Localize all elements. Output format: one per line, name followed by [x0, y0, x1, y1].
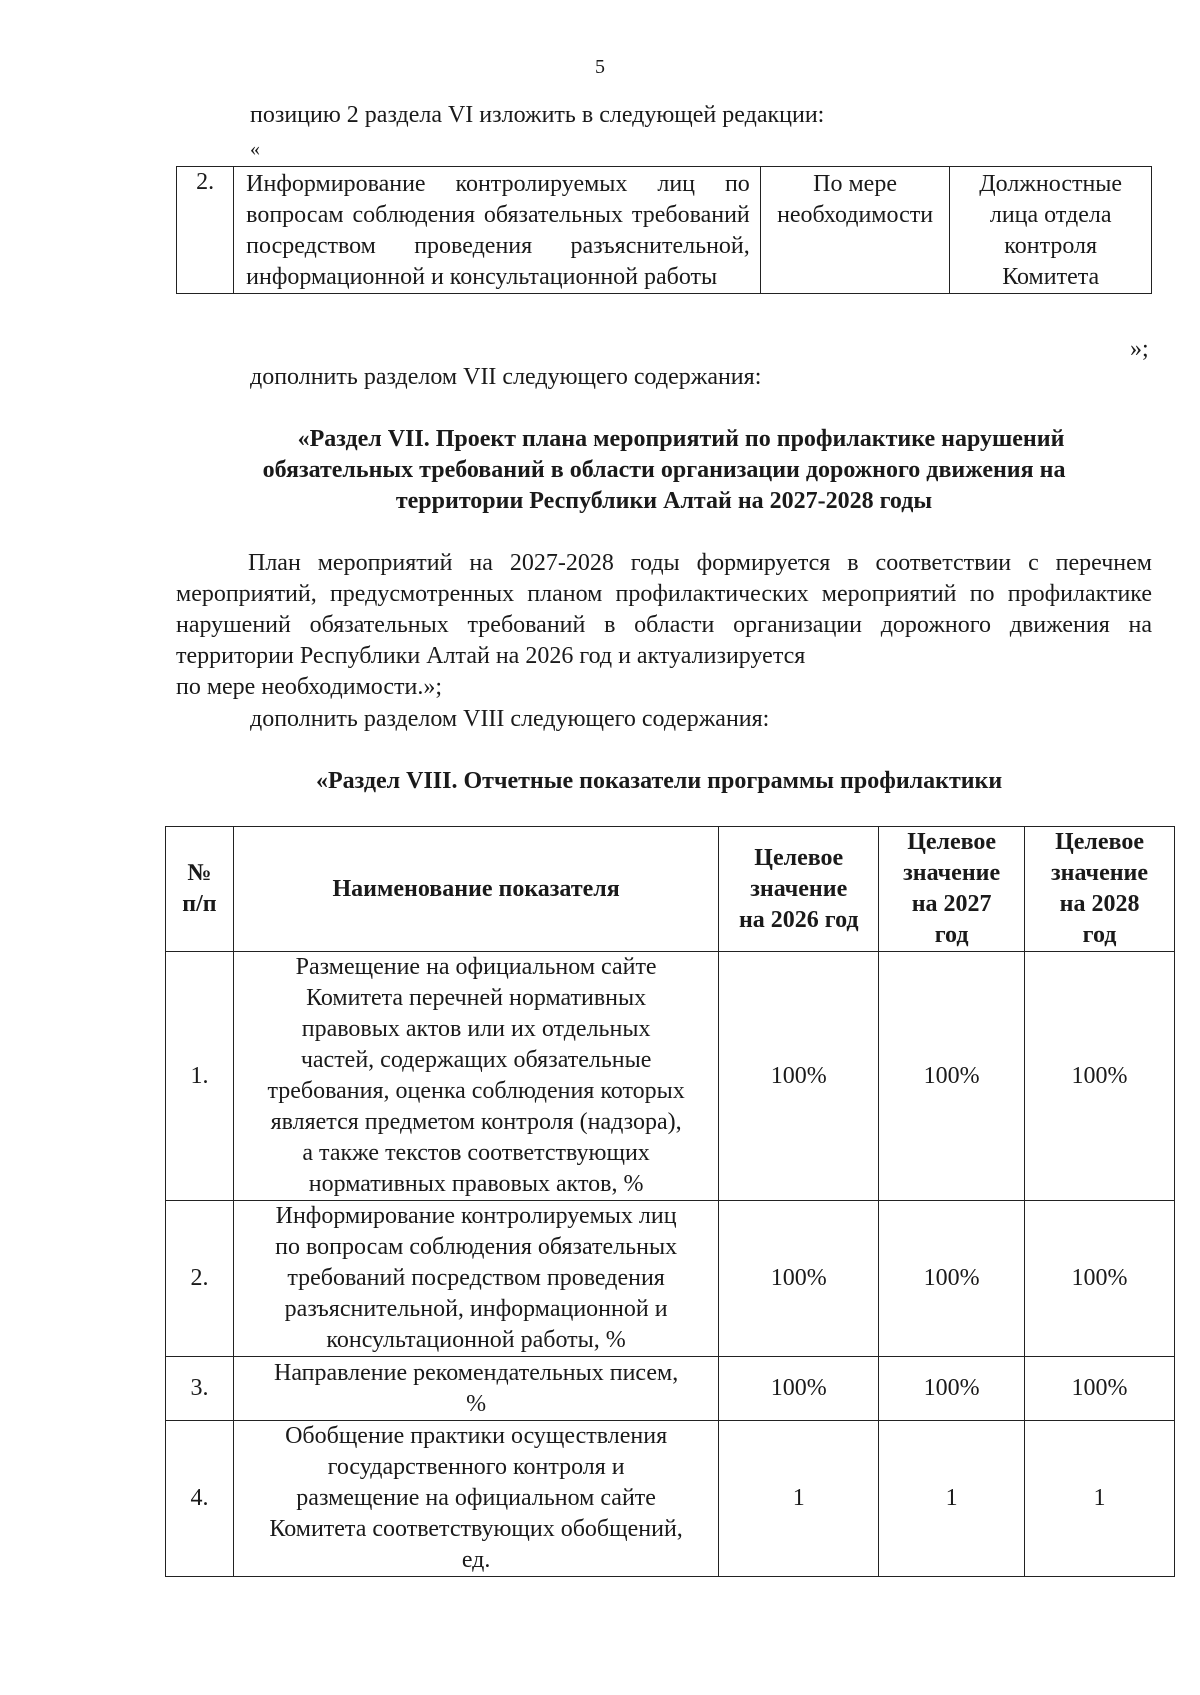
- indicator-line: Размещение на официальном сайте: [295, 954, 657, 980]
- indicator-line: ед.: [461, 1547, 491, 1573]
- header-2026: [719, 827, 879, 952]
- table-row: [166, 1201, 1175, 1357]
- row-text: Информирование контролируемых лиц по вопросам соблюдения обязательных требований посредством проведения разъяснительной, информационной и консультационной работы: [234, 167, 761, 294]
- row-number: 4.: [166, 1421, 234, 1577]
- add-section-viii: дополнить разделом VIII следующего содержания:: [250, 706, 770, 732]
- header-line: значение: [750, 875, 848, 902]
- table-header-row: [166, 827, 1175, 952]
- title-line: обязательных требований в области организации дорожного движения на: [262, 457, 1066, 483]
- indicator-line: требований посредством проведения: [287, 1265, 665, 1291]
- value-2026: 100%: [719, 952, 879, 1201]
- row-indicator-name: [233, 1201, 718, 1357]
- value-2028: 100%: [1025, 1357, 1175, 1421]
- open-quote: «: [250, 138, 260, 160]
- header-line: значение: [903, 860, 1001, 886]
- responsible-line: лица отдела: [989, 202, 1112, 228]
- row-number: 3.: [166, 1357, 234, 1421]
- indicator-line: по вопросам соблюдения обязательных: [275, 1234, 678, 1260]
- table-row: [177, 167, 1152, 294]
- header-line: №: [187, 860, 212, 886]
- intro-line: позицию 2 раздела VI изложить в следующей редакции:: [250, 102, 825, 128]
- row-number: 2.: [177, 167, 234, 294]
- row-number: 1.: [166, 952, 234, 1201]
- page-number: 5: [595, 56, 605, 78]
- section-vii-paragraph-end: по мере необходимости.»;: [176, 674, 443, 700]
- header-line: на 2028: [1059, 891, 1140, 917]
- row-number: 2.: [166, 1201, 234, 1357]
- value-2027: 1: [879, 1421, 1025, 1577]
- value-2027: 100%: [879, 952, 1025, 1201]
- indicators-body: [166, 952, 1175, 1577]
- value-2028: 1: [1025, 1421, 1175, 1577]
- header-line: значение: [1051, 860, 1149, 886]
- indicator-line: Обобщение практики осуществления: [285, 1423, 668, 1449]
- header-line: год: [934, 922, 969, 948]
- table-row: [166, 1357, 1175, 1421]
- amendment-table: [176, 166, 1152, 294]
- row-indicator-name: [233, 1357, 718, 1421]
- header-line: на 2026 год: [738, 906, 859, 933]
- row-period: [760, 167, 950, 294]
- indicator-line: государственного контроля и: [327, 1454, 625, 1480]
- header-2028: [1025, 827, 1175, 952]
- value-2027: 100%: [879, 1201, 1025, 1357]
- responsible-line: Должностные: [979, 171, 1123, 197]
- header-line: Целевое: [907, 829, 997, 855]
- header-2027: [879, 827, 1025, 952]
- value-2026: 100%: [719, 1357, 879, 1421]
- value-2028: 100%: [1025, 1201, 1175, 1357]
- header-line: Целевое: [1055, 829, 1144, 855]
- value-2026: 100%: [719, 1201, 879, 1357]
- header-line: год: [1082, 922, 1117, 948]
- indicator-line: %: [466, 1390, 487, 1417]
- close-quote: »;: [1130, 336, 1149, 362]
- value-2027: 100%: [879, 1357, 1025, 1421]
- responsible-line: контроля: [1004, 233, 1098, 259]
- header-line: на 2027: [911, 891, 992, 917]
- indicator-line: является предметом контроля (надзора),: [270, 1109, 682, 1135]
- indicators-table: [165, 826, 1175, 1577]
- section-vii-paragraph: План мероприятий на 2027-2028 годы формируется в соответствии с перечнем мероприятий, предусмотренных планом профилактических мероприятий по профилактике нарушений обязательных требований в области организации дорожного движения на территории Республики Алтай на 2026 год и актуализируется: [176, 550, 1152, 669]
- section-viii-title: «Раздел VIII. Отчетные показатели программы профилактики: [316, 768, 1003, 794]
- header-num: [166, 827, 234, 952]
- period-line: По мере: [813, 171, 897, 197]
- indicator-line: Комитета перечней нормативных: [306, 985, 647, 1011]
- header-line: п/п: [182, 891, 217, 917]
- period-line: необходимости: [777, 202, 934, 228]
- indicator-line: Информирование контролируемых лиц: [275, 1203, 677, 1229]
- indicator-line: размещение на официальном сайте: [296, 1485, 656, 1511]
- responsible-line: Комитета: [1002, 264, 1100, 290]
- row-responsible: [950, 167, 1152, 294]
- row-indicator-name: [233, 1421, 718, 1577]
- section-vii-title: [176, 424, 1152, 517]
- indicator-line: требования, оценка соблюдения которых: [267, 1078, 685, 1104]
- indicator-line: а также текстов соответствующих: [302, 1140, 650, 1166]
- table-row: [166, 1421, 1175, 1577]
- value-2026: 1: [719, 1421, 879, 1577]
- title-line: «Раздел VII. Проект плана мероприятий по профилактике нарушений: [297, 426, 1065, 452]
- value-2028: 100%: [1025, 952, 1175, 1201]
- indicator-line: нормативных правовых актов, %: [308, 1171, 644, 1197]
- title-line: территории Республики Алтай на 2027-2028 годы: [395, 488, 933, 514]
- indicator-line: частей, содержащих обязательные: [300, 1047, 652, 1073]
- indicator-line: консультационной работы, %: [326, 1327, 626, 1353]
- indicator-line: разъяснительной, информационной и: [284, 1296, 668, 1322]
- header-line: Целевое: [754, 844, 844, 871]
- row-indicator-name: [233, 952, 718, 1201]
- header-name: Наименование показателя: [233, 827, 718, 952]
- indicator-line: Комитета соответствующих обобщений,: [269, 1516, 683, 1542]
- indicator-line: правовых актов или их отдельных: [301, 1016, 651, 1042]
- add-section-vii: дополнить разделом VII следующего содержания:: [250, 364, 762, 390]
- indicator-line: Направление рекомендательных писем,: [274, 1359, 679, 1386]
- table-row: [166, 952, 1175, 1201]
